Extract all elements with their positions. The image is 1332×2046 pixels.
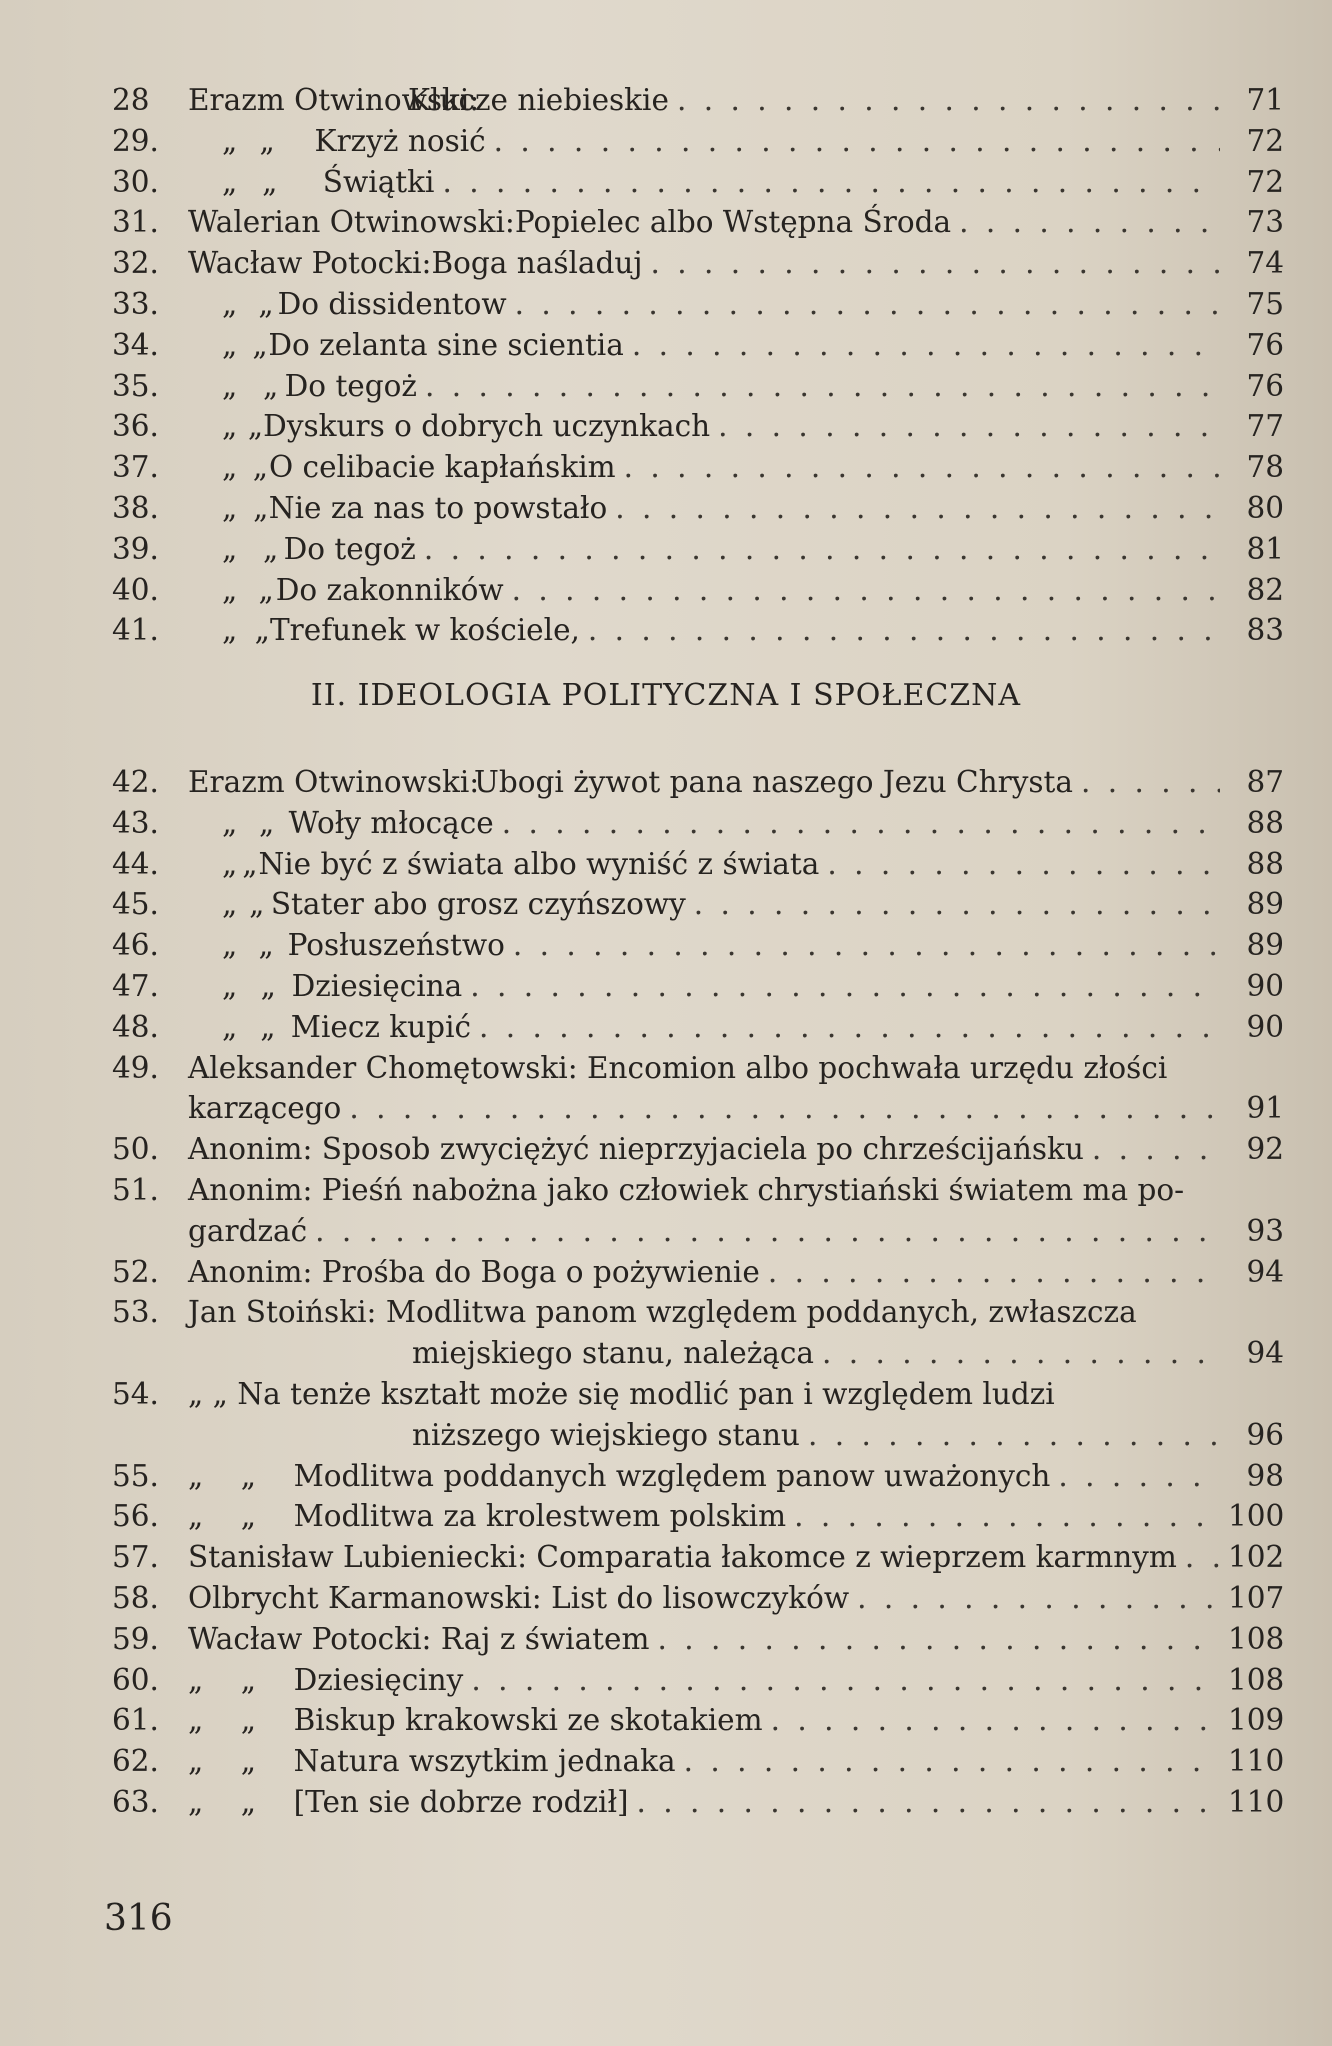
entry-number: 57. [112, 1540, 159, 1575]
entry-title: „ „ Biskup krakowski ze skotakiem [188, 1703, 763, 1738]
entry-title: Dyskurs o dobrych uczynkach [263, 409, 711, 444]
entry-number: 33. [112, 286, 159, 321]
entry-number: 41. [112, 613, 159, 648]
toc-section-2 [112, 762, 1284, 1823]
entry-page: 74 [1246, 246, 1284, 281]
toc-entry [112, 762, 1284, 803]
dot-leader [424, 529, 1220, 570]
entry-page: 76 [1246, 368, 1284, 403]
entry-text [188, 1496, 1228, 1537]
dot-leader [502, 803, 1220, 844]
dot-leader [442, 162, 1220, 203]
entry-number: 55. [112, 1458, 159, 1493]
entry-number: 50. [112, 1132, 159, 1167]
entry-text [188, 325, 1228, 366]
toc-entry [112, 844, 1284, 885]
entry-author: „ [222, 805, 238, 840]
entry-author: „ [222, 572, 238, 607]
entry-text [188, 1537, 1228, 1578]
entry-text-cont: gardzać [188, 1213, 308, 1248]
entry-number: 44. [112, 846, 159, 881]
entry-title: Klucze niebieskie [408, 83, 669, 117]
entry-page: 107 [1228, 1580, 1285, 1615]
entry-page: 89 [1246, 887, 1284, 922]
dot-leader [637, 1782, 1220, 1823]
entry-number: 35. [112, 368, 159, 403]
entry-text: Aleksander Chomętowski: Encomion albo pochwała urzędu złości [188, 1050, 1168, 1085]
dot-leader [718, 406, 1220, 447]
entry-author-ditto: „ [258, 928, 274, 963]
entry-author: „ [222, 368, 238, 403]
toc-entry [112, 202, 1284, 243]
entry-text [188, 803, 1228, 844]
dot-leader [588, 610, 1220, 651]
toc-entry [112, 884, 1284, 925]
dot-leader [808, 1415, 1220, 1456]
toc-entry [112, 447, 1284, 488]
toc-entry [112, 1782, 1284, 1823]
entry-page: 102 [1228, 1540, 1285, 1575]
entry-number: 34. [112, 327, 159, 362]
entry-text [188, 488, 1228, 529]
dot-leader [479, 1007, 1220, 1048]
entry-author: „ [222, 613, 238, 648]
entry-text [188, 243, 1228, 284]
entry-page: 88 [1246, 846, 1284, 881]
entry-number: 51. [112, 1172, 159, 1207]
entry-text: Anonim: Pieśń nabożna jako człowiek chrystiański światem ma po- [188, 1172, 1185, 1207]
entry-title: Woły młocące [288, 805, 494, 840]
entry-title: Do zelanta sine scientia [268, 327, 624, 362]
entry-author: „ [222, 409, 238, 444]
toc-entry [112, 1048, 1284, 1130]
entry-title: Nie za nas to powstało [268, 490, 608, 525]
entry-text [188, 284, 1228, 325]
entry-text-cont: karzącego [188, 1091, 342, 1126]
entry-title: Wacław Potocki: Raj z światem [188, 1621, 650, 1656]
entry-author: „ [222, 164, 238, 199]
toc-entry [112, 1578, 1284, 1619]
entry-author-ditto: „ [254, 613, 270, 648]
entry-text [188, 884, 1228, 925]
entry-page: 73 [1246, 205, 1284, 240]
entry-title: Popielec albo Wstępna Środa [514, 205, 952, 240]
entry-author: „ [222, 887, 238, 922]
entry-page: 83 [1246, 613, 1284, 648]
entry-author-ditto: „ [242, 846, 258, 881]
toc-entry [112, 1496, 1284, 1537]
entry-title: „ „ Natura wszytkim jednaka [188, 1744, 676, 1779]
dot-leader [684, 1741, 1220, 1782]
toc-entry [112, 488, 1284, 529]
entry-author: „ [222, 286, 238, 321]
entry-title: Do tegoż [283, 531, 416, 566]
entry-page: 81 [1246, 531, 1284, 566]
entry-page: 109 [1228, 1703, 1285, 1738]
entry-number: 58. [112, 1580, 159, 1615]
toc-entry [112, 284, 1284, 325]
entry-author: „ [222, 531, 238, 566]
entry-number: 47. [112, 968, 159, 1003]
toc-entry [112, 1129, 1284, 1170]
toc-entry [112, 803, 1284, 844]
entry-number: 31. [112, 205, 159, 240]
entry-page: 72 [1246, 164, 1284, 199]
dot-leader [470, 966, 1220, 1007]
entry-text [188, 447, 1228, 488]
dot-leader [513, 925, 1220, 966]
entry-page: 76 [1246, 327, 1284, 362]
dot-leader [694, 884, 1220, 925]
dot-leader [822, 1333, 1220, 1374]
toc-entry [112, 366, 1284, 407]
entry-author-ditto: „ [258, 572, 274, 607]
entry-number: 36. [112, 409, 159, 444]
entry-text [188, 80, 1228, 121]
dot-leader [1092, 1129, 1220, 1170]
entry-author-ditto: „ [249, 887, 265, 922]
entry-author: „ [222, 450, 238, 485]
dot-leader [768, 1252, 1220, 1293]
entry-text [188, 1578, 1228, 1619]
entry-title: Anonim: Sposob zwyciężyć nieprzyjaciela po chrześcijańsku [188, 1132, 1084, 1167]
toc-entry [112, 610, 1284, 651]
entry-author-ditto: „ [253, 490, 269, 525]
entry-number: 43. [112, 805, 159, 840]
entry-author: Wacław Potocki: [188, 246, 432, 281]
entry-author-ditto: „ [252, 450, 269, 485]
entry-number: 45. [112, 887, 159, 922]
entry-page: 87 [1246, 765, 1284, 799]
entry-number: 37. [112, 450, 159, 485]
entry-page: 90 [1246, 1009, 1284, 1044]
toc-entry [112, 243, 1284, 284]
entry-title: Do tegoż [284, 368, 417, 403]
entry-author: Walerian Otwinowski: [188, 205, 515, 240]
entry-author-ditto: „ [252, 327, 268, 362]
dot-leader [1185, 1537, 1220, 1578]
toc-entry [112, 1292, 1284, 1374]
entry-page: 94 [1246, 1254, 1284, 1289]
toc-entry [112, 325, 1284, 366]
entry-title: Stanisław Lubieniecki: Comparatia łakomce z wieprzem karmnym [188, 1540, 1177, 1575]
entry-text [188, 1782, 1228, 1823]
entry-author: „ [222, 327, 238, 362]
toc-entry [112, 406, 1284, 447]
entry-number: 53. [112, 1295, 159, 1330]
entry-text-cont: niższego wiejskiego stanu [412, 1417, 800, 1452]
entry-page: 82 [1246, 572, 1284, 607]
toc-entry [112, 1456, 1284, 1497]
entry-title: Do dissidentow [277, 286, 507, 321]
toc-entry [112, 925, 1284, 966]
entry-author: „ [222, 968, 238, 1003]
entry-author: Erazm Otwinowski: [188, 765, 480, 799]
entry-text [188, 610, 1228, 651]
entry-author-ditto: „ [259, 123, 275, 158]
entry-page: 110 [1228, 1784, 1285, 1819]
entry-page: 110 [1228, 1744, 1285, 1779]
dot-leader [959, 202, 1220, 243]
entry-number: 52. [112, 1254, 159, 1289]
entry-title: Świątki [322, 164, 435, 199]
toc-entry [112, 1252, 1284, 1293]
entry-text [188, 1129, 1228, 1170]
entry-number: 63. [112, 1784, 159, 1819]
dot-leader [677, 80, 1220, 121]
entry-author: „ [222, 490, 238, 525]
entry-number: 46. [112, 928, 159, 963]
entry-title: Stater abo grosz czyńszowy [270, 887, 686, 922]
entry-author-ditto: „ [259, 805, 275, 840]
dot-leader [1081, 762, 1220, 803]
entry-title: Boga naśladuj [431, 246, 643, 281]
dot-leader [615, 488, 1220, 529]
dot-leader [827, 844, 1220, 885]
toc-entry [112, 1700, 1284, 1741]
entry-author-ditto: „ [263, 531, 279, 566]
entry-title: Miecz kupić [290, 1009, 472, 1044]
toc-entry [112, 1741, 1284, 1782]
entry-text [188, 1660, 1228, 1701]
dot-leader [471, 1660, 1220, 1701]
entry-page: 89 [1246, 928, 1284, 963]
entry-number: 28 [112, 83, 150, 117]
entry-title: Dziesięcina [291, 968, 463, 1003]
entry-page: 80 [1246, 490, 1284, 525]
entry-page: 71 [1246, 83, 1284, 117]
entry-author: „ [222, 123, 238, 158]
entry-number: 29. [112, 123, 159, 158]
toc-entry [112, 1170, 1284, 1252]
entry-text [188, 366, 1228, 407]
entry-title: Do zakonników [275, 572, 504, 607]
dot-leader [632, 325, 1220, 366]
entry-author: „ [222, 928, 238, 963]
entry-number: 38. [112, 490, 159, 525]
section-heading: II. IDEOLOGIA POLITYCZNA I SPOŁECZNA [310, 678, 1022, 713]
entry-page: 94 [1246, 1336, 1284, 1371]
entry-page: 108 [1228, 1662, 1285, 1697]
entry-number: 49. [112, 1050, 159, 1085]
entry-author: „ [222, 846, 238, 881]
toc-entry [112, 1007, 1284, 1048]
toc-entry [112, 1537, 1284, 1578]
entry-author-ditto: „ [262, 368, 279, 403]
entry-page: 96 [1246, 1417, 1284, 1452]
entry-text [188, 925, 1228, 966]
dot-leader [624, 447, 1220, 488]
entry-page: 98 [1246, 1458, 1284, 1493]
entry-number: 62. [112, 1744, 159, 1779]
entry-text-cont: miejskiego stanu, należąca [412, 1336, 814, 1371]
page-number: 316 [104, 1898, 173, 1939]
toc-entry [112, 570, 1284, 611]
entry-page: 75 [1246, 286, 1284, 321]
entry-author-ditto: „ [262, 164, 278, 199]
entry-number: 32. [112, 246, 159, 281]
entry-page: 91 [1246, 1091, 1284, 1126]
entry-number: 61. [112, 1703, 159, 1738]
entry-text [188, 1700, 1228, 1741]
entry-title: Trefunek w kościele, [269, 613, 580, 648]
dot-leader [1058, 1456, 1220, 1497]
toc-entry [112, 529, 1284, 570]
dot-leader [651, 243, 1220, 284]
entry-author-ditto: „ [260, 968, 276, 1003]
entry-title: Nie być z świata albo wyniść z świata [258, 846, 820, 881]
entry-page: 108 [1228, 1621, 1285, 1656]
entry-number: 54. [112, 1376, 159, 1411]
entry-page: 88 [1246, 805, 1284, 840]
entry-title: „ „ [Ten sie dobrze rodził] [188, 1784, 629, 1819]
entry-text: „ „ Na tenże kształt może się modlić pan i względem ludzi [188, 1376, 1055, 1411]
entry-page: 92 [1246, 1132, 1284, 1167]
entry-title: Posłuszeństwo [287, 928, 505, 963]
dot-leader [771, 1700, 1220, 1741]
entry-number: 48. [112, 1009, 159, 1044]
toc-entry [112, 966, 1284, 1007]
entry-title: Krzyż nosić [314, 123, 486, 158]
entry-number: 59. [112, 1621, 159, 1656]
dot-leader [857, 1578, 1220, 1619]
dot-leader [494, 121, 1220, 162]
entry-page: 77 [1246, 409, 1284, 444]
dot-leader [315, 1211, 1220, 1252]
entry-text [188, 844, 1228, 885]
entry-number: 56. [112, 1499, 159, 1534]
entry-text [188, 966, 1228, 1007]
toc-entry [112, 121, 1284, 162]
entry-author: Erazm Otwinowski: [188, 83, 480, 117]
entry-page: 93 [1246, 1213, 1284, 1248]
toc-entry [112, 80, 1284, 121]
entry-title: Olbrycht Karmanowski: List do lisowczyków [188, 1580, 850, 1615]
toc-section-1 [112, 80, 1284, 651]
entry-text: Jan Stoiński: Modlitwa panom względem poddanych, zwłaszcza [188, 1295, 1137, 1330]
entry-text [188, 1619, 1228, 1660]
dot-leader [425, 366, 1220, 407]
entry-page: 78 [1246, 450, 1284, 485]
entry-title: O celibacie kapłańskim [269, 450, 616, 485]
entry-number: 39. [112, 531, 159, 566]
entry-title: Ubogi żywot pana naszego Jezu Chrysta [474, 765, 1073, 799]
entry-author-ditto: „ [247, 409, 264, 444]
toc-entry [112, 1619, 1284, 1660]
dot-leader [512, 570, 1220, 611]
entry-text [188, 202, 1228, 243]
entry-author-ditto: „ [260, 1009, 276, 1044]
entry-text [188, 121, 1228, 162]
entry-text [188, 1252, 1228, 1293]
toc-entry [112, 1374, 1284, 1456]
entry-page: 90 [1246, 968, 1284, 1003]
dot-leader [515, 284, 1220, 325]
dot-leader [794, 1496, 1220, 1537]
entry-title: Anonim: Prośba do Boga o pożywienie [188, 1254, 760, 1289]
toc-entry [112, 162, 1284, 203]
entry-number: 40. [112, 572, 159, 607]
entry-text [188, 529, 1228, 570]
entry-text [188, 1456, 1228, 1497]
entry-text [188, 1007, 1228, 1048]
entry-author: „ [222, 1009, 238, 1044]
entry-number: 42. [112, 765, 159, 799]
entry-text [188, 762, 1228, 803]
entry-page: 72 [1246, 123, 1284, 158]
dot-leader [349, 1088, 1220, 1129]
entry-page: 100 [1228, 1499, 1285, 1534]
entry-author-ditto: „ [258, 286, 274, 321]
entry-text [188, 406, 1228, 447]
entry-text [188, 162, 1228, 203]
entry-title: „ „ Dziesięciny [188, 1662, 464, 1697]
entry-number: 60. [112, 1662, 159, 1697]
toc-entry [112, 1660, 1284, 1701]
entry-text [188, 570, 1228, 611]
entry-title: „ „ Modlitwa poddanych względem panow uważonych [188, 1458, 1051, 1493]
entry-title: „ „ Modlitwa za krolestwem polskim [188, 1499, 787, 1534]
entry-number: 30. [112, 164, 159, 199]
entry-text [188, 1741, 1228, 1782]
dot-leader [657, 1619, 1220, 1660]
